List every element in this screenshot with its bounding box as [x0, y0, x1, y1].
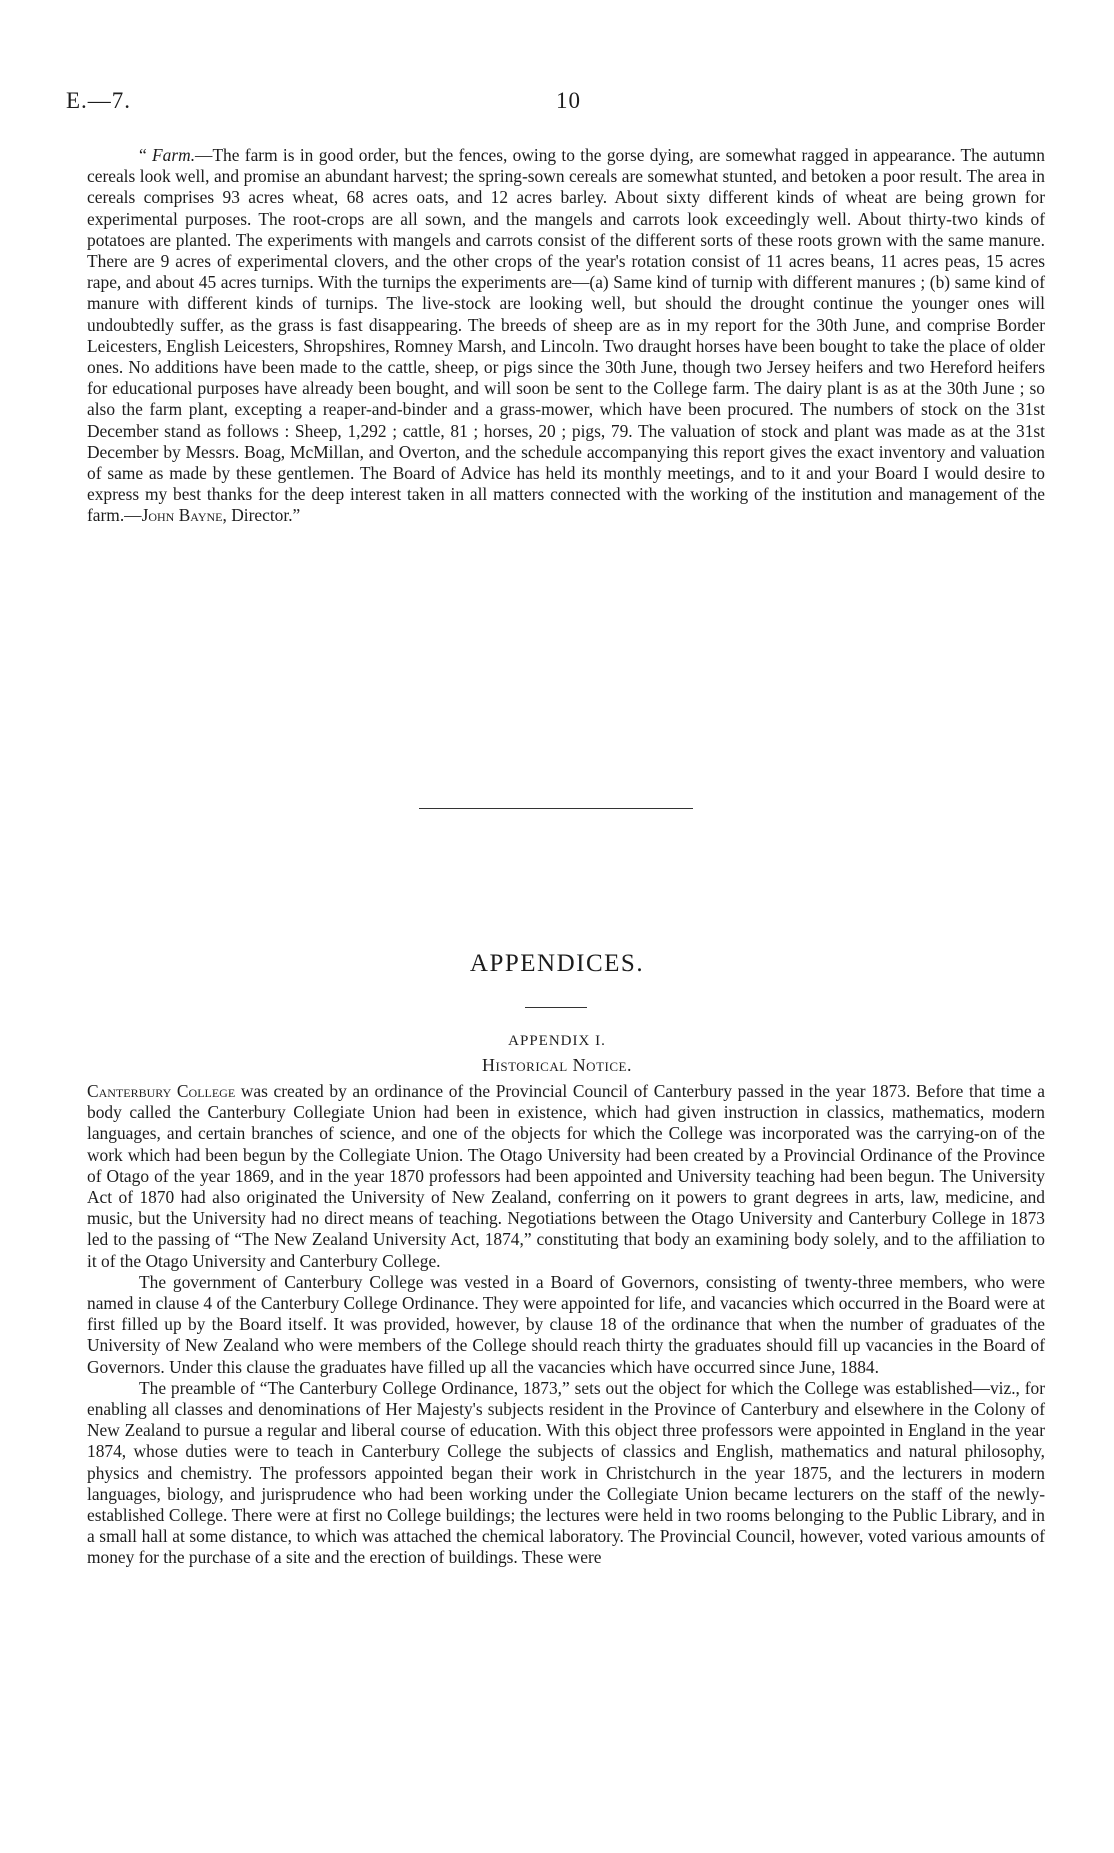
- historical-paragraph-3: The preamble of “The Canterbury College Ordinance, 1873,” sets out the object for which the College was established—viz., for enabling all classes and denominations of Her Majesty's subjects resident in the Province of Canterbury and elsewhere in the Colony of New Zealand to pursue a regular and liberal course of education. With this object three professors were appointed in England in the year 1874, whose duties were to teach in Canterbury College the subjects of classics and English, mathematics and natural philosophy, physics and chemistry. The professors appointed began their work in Christchurch in the year 1875, and the lecturers in modern languages, biology, and jurisprudence who had been working under the Collegiate Union became lecturers on the staff of the newly-established College. There were at first no College buildings; the lectures were held in two rooms belonging to the Public Library, and in a small hall at some distance, to which was attached the chemical laboratory. The Provincial Council, however, voted various amounts of money for the purchase of a site and the erection of buildings. These were: [87, 1377, 1045, 1568]
- signatory-name: John Bayne: [141, 505, 223, 526]
- appendices-title: APPENDICES.: [469, 950, 645, 977]
- title-divider: [525, 1007, 587, 1008]
- farm-report-paragraph: [87, 145, 1045, 527]
- signatory-closing: , Director.”: [222, 505, 301, 526]
- open-quote: “: [139, 145, 153, 165]
- document-code: E.—7.: [66, 88, 132, 113]
- farm-report-text: [87, 145, 1045, 527]
- historical-notice: [87, 1081, 1045, 1569]
- appendix-title: Historical Notice.: [482, 1055, 632, 1075]
- appendix-number: APPENDIX I.: [508, 1033, 606, 1049]
- page-number: 10: [556, 88, 581, 113]
- paragraph-1-body: was created by an ordinance of the Provincial Council of Canterbury passed in the year 1873. Before that time a body called the Canterbury Collegiate Union had been in existence, which had given instruction in classics, mathematics, modern languages, and certain branches of science, and one of the objects for which the College was incorporated was the carrying-on of the work which had been begun by the Collegiate Union. The Otago University had been created by a Provincial Ordinance of the Province of Otago of the year 1869, and in the year 1870 professors had been appointed and University teaching had been begun. The University Act of 1870 had also originated the University of New Zealand, conferring on it powers to grant degrees in arts, law, medicine, and music, but the University had no direct means of teaching. Negotiations between the Otago University and Canterbury College in 1873 led to the passing of “The New Zealand University Act, 1874,” constituting that body an examining body solely, and to the affiliation to it of the Otago University and Canterbury College.: [87, 1081, 1045, 1271]
- historical-paragraph-1: [87, 1081, 1045, 1272]
- farm-report-body: —The farm is in good order, but the fences, owing to the gorse dying, are somewhat ragged in appearance. The autumn cereals look well, and promise an abundant harvest; the spring-sown cereals are somewhat stunted, and betoken a poor result. The area in cereals comprises 93 acres wheat, 68 acres oats, and 12 acres barley. About sixty different kinds of wheat are being grown for experimental purposes. The root-crops are all sown, and the mangels and carrots look exceedingly well. About thirty-two kinds of potatoes are planted. The experiments with mangels and carrots consist of the different sorts of these roots grown with the same manure. There are 9 acres of experimental clovers, and the other crops of the year's rotation consist of 11 acres beans, 11 acres peas, 15 acres rape, and about 45 acres turnips. With the turnips the experiments are—(a) Same kind of turnip with different manures ; (b) same kind of manure with different kinds of turnips. The live-stock are looking well, but should the drought continue the younger ones will undoubtedly suffer, as the grass is fast disappearing. The breeds of sheep are as in my report for the 30th June, and comprise Border Leicesters, English Leicesters, Shropshires, Romney Marsh, and Lincoln. Two draught horses have been bought to take the place of older ones. No additions have been made to the cattle, sheep, or pigs since the 30th June, though two Jersey heifers and two Hereford heifers for educational purposes have already been bought, and will soon be sent to the College farm. The dairy plant is as at the 30th June ; so also the farm plant, excepting a reaper-and-binder and a grass-mower, which have been procured. The numbers of stock on the 31st December stand as follows : Sheep, 1,292 ; cattle, 81 ; horses, 20 ; pigs, 79. The valuation of stock and plant was made as at the 31st December by Messrs. Boag, McMillan, and Overton, and the schedule accompanying this report gives the exact inventory and valuation of same as made by these gentlemen. The Board of Advice has held its monthly meetings, and to it and your Board I would desire to express my best thanks for the deep interest taken in all matters connected with the working of the institution and management of the farm.—: [87, 145, 1045, 526]
- section-divider: [419, 808, 693, 809]
- historical-paragraph-2: The government of Canterbury College was vested in a Board of Governors, consisting of twenty-three members, who were named in clause 4 of the Canterbury College Ordinance. They were appointed for life, and vacancies which occurred in the Board were at first filled up by the Board itself. It was provided, however, by clause 18 of the ordinance that when the number of graduates of the University of New Zealand who were members of the College should reach thirty the graduates should fill up vacancies in the Board of Governors. Under this clause the graduates have filled up all the vacancies which have occurred since June, 1884.: [87, 1271, 1045, 1377]
- farm-label: Farm.: [152, 145, 196, 165]
- paragraph-lead: Canterbury College: [87, 1081, 236, 1101]
